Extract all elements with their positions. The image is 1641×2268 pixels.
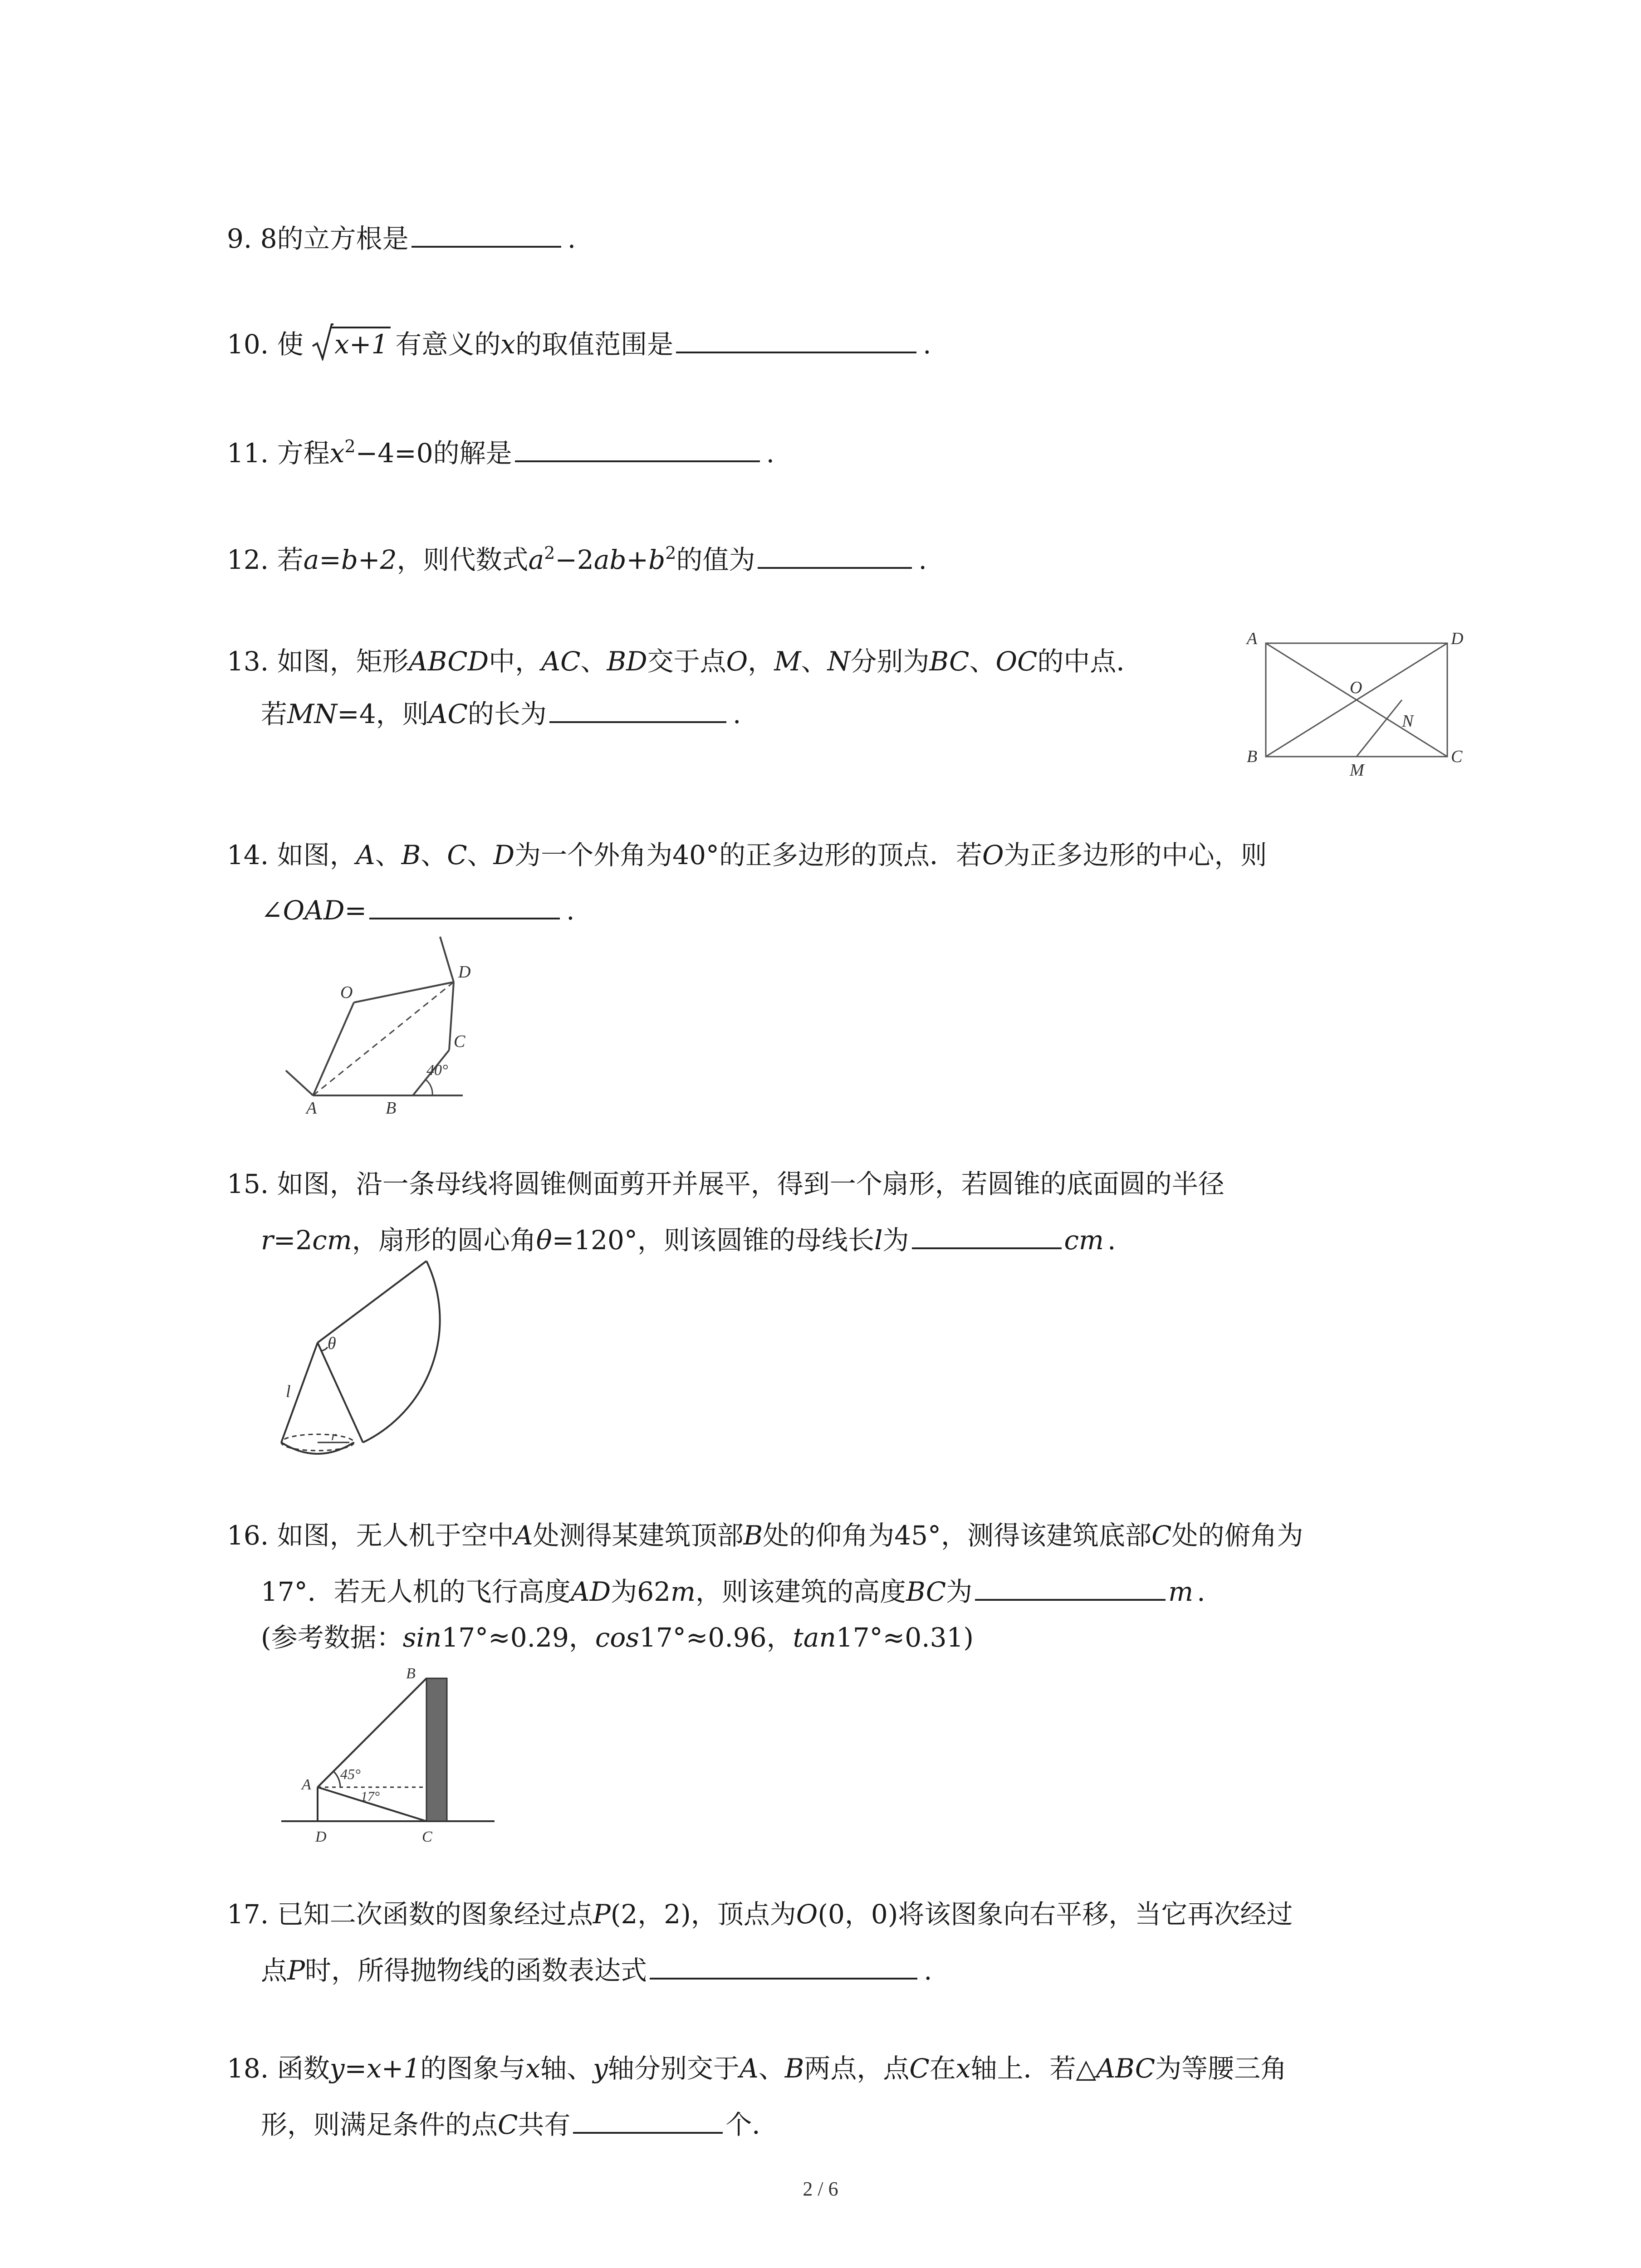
label-A: A — [302, 1776, 311, 1793]
variable: x — [525, 2053, 541, 2084]
question-text: 方程 — [277, 438, 330, 469]
radicand: x+1 — [334, 329, 388, 360]
label-M: M — [1350, 761, 1364, 780]
question-text: 17°．若无人机的飞行高度 — [261, 1576, 571, 1607]
question-12 — [227, 540, 927, 578]
variable: C — [447, 840, 467, 870]
label-A: A — [1247, 629, 1258, 648]
question-text: 中， — [489, 646, 542, 677]
variable: ABC — [1096, 2053, 1156, 2084]
operator: −2 — [555, 544, 594, 575]
question-text: 的取值范围是 — [515, 329, 674, 360]
question-15-line-1 — [227, 1166, 1225, 1202]
question-18-line-2 — [261, 2105, 778, 2143]
question-text: 如图， — [277, 840, 356, 870]
question-text: 点 — [261, 1955, 288, 1986]
reference-value: 17°≈0.96， — [639, 1622, 793, 1653]
function-name: cos — [595, 1622, 640, 1653]
variable: P — [287, 1955, 305, 1986]
separator: 、 — [969, 646, 996, 677]
variable: N — [827, 646, 851, 677]
label-C: C — [454, 1032, 465, 1051]
period: . — [924, 1955, 932, 1986]
question-number: 10. — [227, 329, 269, 360]
exponent: 2 — [544, 543, 555, 563]
angle-label: 40° — [426, 1062, 448, 1079]
variable: AC — [428, 699, 468, 729]
question-text: 交于点 — [647, 646, 726, 677]
answer-blank[interactable] — [758, 540, 912, 569]
question-17-line-1 — [227, 1896, 1293, 1932]
question-text: 若 — [261, 699, 288, 729]
question-text: 若 — [277, 544, 304, 575]
variable: O — [796, 1899, 818, 1930]
variable: MN — [287, 699, 338, 729]
question-text: (0，0)将该图象向右平移，当它再次经过 — [818, 1899, 1293, 1930]
question-16-line-2 — [261, 1572, 1205, 1610]
unit: cm — [1064, 1225, 1104, 1256]
separator: ， — [748, 646, 774, 677]
question-text: 轴、 — [540, 2053, 593, 2084]
question-text: (参考数据： — [261, 1622, 403, 1653]
variable: B — [743, 1520, 763, 1551]
operator: + — [626, 544, 649, 575]
question-16-line-1 — [227, 1517, 1303, 1554]
rectangle-figure — [1234, 626, 1470, 780]
question-16-line-3 — [261, 1619, 974, 1656]
question-text: 时，所得抛物线的函数表达式 — [305, 1955, 647, 1986]
building — [426, 1678, 447, 1821]
question-14-line-2 — [261, 890, 575, 929]
question-text: 轴分别交于 — [607, 2053, 740, 2084]
variable: O — [726, 646, 748, 677]
polygon-figure — [277, 925, 485, 1116]
answer-blank[interactable] — [411, 219, 561, 248]
variable: x — [955, 2053, 971, 2084]
question-number: 12. — [227, 544, 269, 575]
question-text: 已知二次函数的图象经过点 — [277, 1899, 593, 1930]
answer-blank[interactable] — [912, 1220, 1062, 1249]
label-B: B — [1247, 747, 1258, 766]
condition: a=b+2 — [303, 544, 397, 575]
question-text: 如图，沿一条母线将圆锥侧面剪开并展平，得到一个扇形，若圆锥的底面圆的半径 — [277, 1168, 1225, 1199]
variable: BC — [929, 646, 970, 677]
question-9 — [227, 219, 576, 257]
variable: O — [982, 840, 1004, 870]
reference-value: 17°≈0.29， — [441, 1622, 595, 1653]
variable: A — [356, 840, 375, 870]
variable: θ — [536, 1225, 552, 1256]
question-text: 共有 — [518, 2109, 571, 2140]
question-text: 为一个外角为40°的正多边形的顶点．若 — [514, 840, 982, 870]
function-name: sin — [402, 1622, 442, 1653]
question-11 — [227, 433, 774, 471]
question-text: 的中点． — [1037, 646, 1143, 677]
question-text: 使 — [277, 329, 304, 360]
label-theta: θ — [328, 1334, 336, 1353]
variable: D — [493, 840, 515, 870]
question-text: 处的俯角为 — [1171, 1520, 1303, 1551]
answer-blank[interactable] — [369, 890, 560, 919]
question-text: 轴上．若△ — [970, 2053, 1097, 2084]
unit: m — [1168, 1576, 1194, 1607]
variable: BD — [607, 646, 647, 677]
variable: BC — [906, 1576, 946, 1607]
question-text: (2，2)，顶点为 — [610, 1899, 796, 1930]
period: . — [1107, 1225, 1116, 1256]
question-number: 15. — [227, 1168, 269, 1199]
label-C: C — [422, 1828, 432, 1845]
exponent: 2 — [344, 436, 356, 456]
question-text: =4，则 — [337, 699, 429, 729]
variable: OC — [995, 646, 1038, 677]
variable: ab — [593, 544, 627, 575]
question-text: 形，则满足条件的点 — [261, 2109, 498, 2140]
label-D: D — [315, 1828, 327, 1845]
question-text: 为62 — [611, 1576, 671, 1607]
period: . — [566, 895, 575, 926]
drone-building-figure — [272, 1660, 508, 1851]
angle-45-label: 45° — [340, 1766, 361, 1782]
variable: AD — [570, 1576, 611, 1607]
variable: A — [514, 1520, 533, 1551]
variable: l — [874, 1225, 883, 1256]
question-13-line-2 — [261, 694, 741, 732]
period: . — [567, 223, 576, 254]
variable: r — [261, 1225, 274, 1256]
page-number: 2 / 6 — [803, 2178, 838, 2200]
equation: y=x+1 — [329, 2053, 421, 2084]
unit: cm — [312, 1225, 352, 1256]
question-text: 8的立方根是 — [260, 223, 409, 254]
question-text: 为 — [946, 1576, 973, 1607]
label-O: O — [340, 983, 353, 1002]
square-root-expression — [312, 326, 391, 362]
answer-blank[interactable] — [676, 324, 916, 353]
reference-value: 17°≈0.31) — [836, 1622, 974, 1653]
question-text: 处的仰角为45°，测得该建筑底部 — [763, 1520, 1152, 1551]
variable: B — [401, 840, 421, 870]
variable: x — [329, 438, 345, 469]
question-text: −4=0的解是 — [355, 438, 512, 469]
question-13-line-1 — [227, 643, 1142, 679]
question-number: 17. — [227, 1899, 269, 1930]
label-A: A — [306, 1099, 317, 1116]
angle-17-label: 17° — [361, 1789, 380, 1804]
unit: m — [671, 1576, 696, 1607]
label-l: l — [286, 1382, 291, 1401]
question-number: 9. — [227, 223, 252, 254]
question-14-line-1 — [227, 837, 1267, 873]
variable: P — [593, 1899, 611, 1930]
question-18-line-1 — [227, 2050, 1287, 2087]
period: . — [766, 438, 775, 469]
answer-blank[interactable] — [549, 694, 726, 723]
question-10 — [227, 324, 931, 362]
question-text: 分别为 — [850, 646, 930, 677]
question-text: ，则该建筑的高度 — [696, 1576, 906, 1607]
period: . — [732, 699, 741, 729]
label-D: D — [1451, 629, 1464, 648]
operator: = — [344, 895, 367, 926]
answer-blank[interactable] — [975, 1572, 1166, 1601]
function-name: tan — [793, 1622, 836, 1653]
separator: 、 — [467, 840, 494, 870]
question-text: 函数 — [277, 2053, 330, 2084]
separator: 、 — [375, 840, 402, 870]
question-text: ，扇形的圆心角 — [352, 1225, 536, 1256]
variable: C — [909, 2053, 930, 2084]
variable: b — [648, 544, 666, 575]
variable: C — [498, 2109, 518, 2140]
label-C: C — [1451, 747, 1463, 766]
question-text: 处测得某建筑顶部 — [533, 1520, 744, 1551]
radical-sign-icon — [312, 323, 333, 361]
question-number: 18. — [227, 2053, 269, 2084]
variable: a — [528, 544, 544, 575]
answer-blank[interactable] — [573, 2105, 723, 2134]
question-text: 如图，无人机于空中 — [277, 1520, 514, 1551]
answer-blank[interactable] — [650, 1950, 917, 1980]
question-number: 16. — [227, 1520, 269, 1551]
label-r: r — [331, 1428, 337, 1443]
label-B: B — [386, 1099, 397, 1116]
variable: x — [500, 329, 516, 360]
label-B: B — [406, 1665, 416, 1682]
question-text: 两点，点 — [804, 2053, 910, 2084]
period: . — [1197, 1576, 1205, 1607]
variable: M — [774, 646, 801, 677]
question-text: 个． — [725, 2109, 779, 2140]
separator: 、 — [758, 2053, 785, 2084]
question-text: =120°，则该圆锥的母线长 — [552, 1225, 874, 1256]
period: . — [918, 544, 927, 575]
question-text: 如图，矩形 — [277, 646, 409, 677]
question-text: 的长为 — [467, 699, 547, 729]
variable: A — [739, 2053, 759, 2084]
question-text: 为等腰三角 — [1155, 2053, 1287, 2084]
separator: 、 — [421, 840, 447, 870]
question-text: ，则代数式 — [397, 544, 529, 575]
question-text: =2 — [273, 1225, 313, 1256]
separator: 、 — [580, 646, 607, 677]
question-text: 的值为 — [676, 544, 755, 575]
variable: C — [1151, 1520, 1172, 1551]
label-N: N — [1402, 712, 1414, 731]
question-text: 为正多边形的中心，则 — [1004, 840, 1267, 870]
variable: y — [593, 2053, 608, 2084]
separator: 、 — [801, 646, 828, 677]
question-17-line-2 — [261, 1950, 932, 1989]
variable: ABCD — [408, 646, 489, 677]
period: . — [923, 329, 931, 360]
question-number: 13. — [227, 646, 269, 677]
label-O: O — [1350, 678, 1362, 697]
variable: OAD — [283, 895, 345, 926]
question-number: 14. — [227, 840, 269, 870]
question-text: 为 — [882, 1225, 909, 1256]
label-D: D — [458, 963, 471, 982]
exponent: 2 — [665, 543, 676, 563]
angle-symbol: ∠ — [261, 895, 283, 926]
answer-blank[interactable] — [515, 433, 760, 462]
variable: B — [784, 2053, 804, 2084]
question-text: 有意义的 — [395, 329, 501, 360]
question-text: 的图象与 — [420, 2053, 526, 2084]
question-text: 在 — [929, 2053, 956, 2084]
cone-sector-figure — [272, 1252, 454, 1479]
question-number: 11. — [227, 438, 269, 469]
variable: AC — [541, 646, 581, 677]
